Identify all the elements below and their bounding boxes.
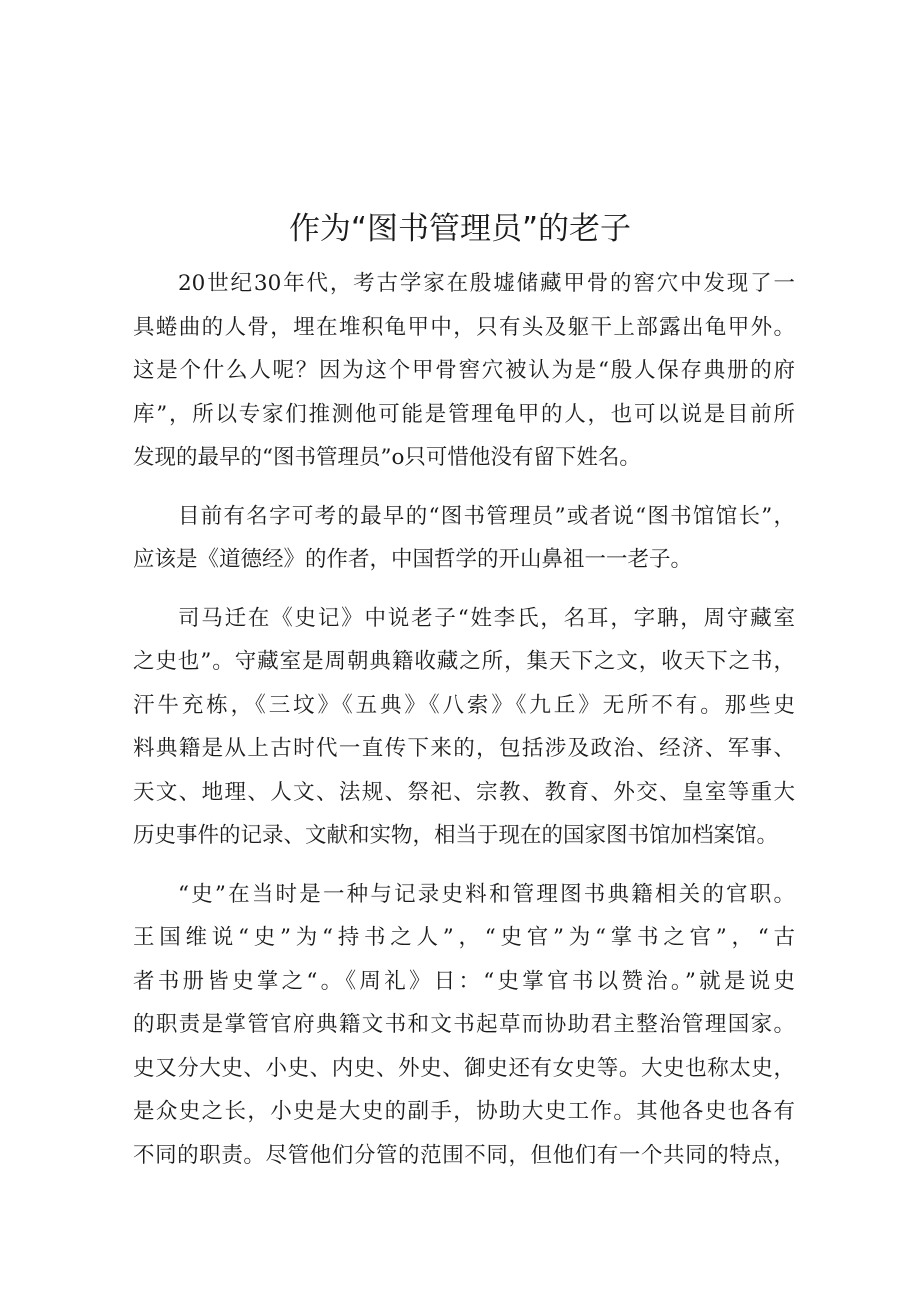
text-line: 应该是《道德经》的作者，中国哲学的开山鼻祖一一老子。: [133, 547, 693, 572]
text-line: 天文、地理、人文、法规、祭祀、宗教、教育、外交、皇室等重大: [133, 779, 795, 805]
text-line: “史”在当时是一种与记录史料和管理图书典籍相关的官职。: [178, 881, 795, 907]
paragraph-4: [133, 873, 795, 1178]
text-line: 库”，所以专家们推测他可能是管理龟甲的人，也可以说是目前所: [133, 401, 795, 427]
text-line: 不同的职责。尽管他们分管的范围不同，但他们有一个共同的特点，: [133, 1142, 795, 1168]
page-title: 作为“图书管理员”的老子: [288, 211, 632, 247]
text-line: 汗牛充栋，《三坟》《五典》《八索》《九丘》无所不有。那些史: [133, 692, 795, 718]
text-line: 具蜷曲的人骨，埋在堆积龟甲中，只有头及躯干上部露出龟甲外。: [133, 314, 795, 340]
text-line: 目前有名字可考的最早的“图书管理员”或者说“图书馆馆长”，: [178, 503, 795, 529]
paragraph-3: [133, 597, 795, 858]
text-line: 的职责是掌管官府典籍文书和文书起草而协助君主整治管理国家。: [133, 1012, 795, 1037]
paragraph-2: [133, 495, 795, 582]
text-line: 历史事件的记录、文献和实物，相当于现在的国家图书馆加档案馆。: [133, 823, 779, 848]
text-line: 之史也”。守藏室是周朝典籍收藏之所，集天下之文，收天下之书，: [133, 649, 795, 674]
text-line: 发现的最早的“图书管理员”o只可惜他没有留下姓名。: [133, 445, 641, 470]
paragraph-1: [133, 262, 795, 480]
text-line: 这是个什么人呢？因为这个甲骨窖穴被认为是“殷人保存典册的府: [133, 358, 795, 383]
text-line: 是众史之长，小史是大史的副手，协助大史工作。其他各史也各有: [133, 1099, 795, 1124]
text-line: 者书册皆史掌之“。《周礼》日：“史掌官书以赞治。”就是说史: [133, 968, 795, 994]
text-line: 史又分大史、小史、内史、外史、御史还有女史等。大史也称太史，: [133, 1055, 795, 1081]
text-line: 20世纪30年代，考古学家在殷墟储藏甲骨的窖穴中发现了一: [178, 271, 795, 296]
text-line: 料典籍是从上古时代一直传下来的，包括涉及政治、经济、军事、: [133, 736, 795, 761]
text-line: 司马迁在《史记》中说老子“姓李氏，名耳，字聃，周守藏室: [178, 605, 795, 631]
document-body: [133, 262, 795, 1192]
text-line: 王国维说“史”为“持书之人”，“史官”为“掌书之官”，“古: [133, 925, 795, 950]
